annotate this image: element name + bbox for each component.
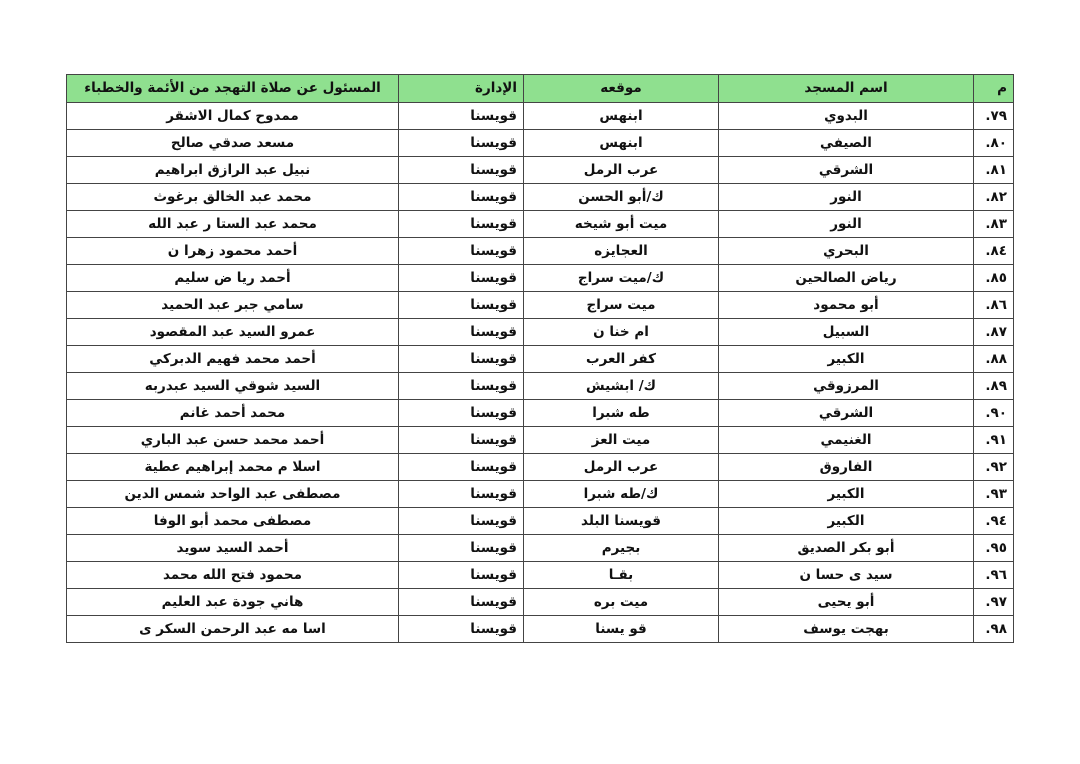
cell-location: ابنهس (524, 130, 719, 157)
table-body (67, 103, 1014, 643)
cell-num: ٩٢. (974, 454, 1014, 481)
cell-location: ك/أبو الحسن (524, 184, 719, 211)
cell-num: ٨٣. (974, 211, 1014, 238)
header-num: م (974, 75, 1014, 103)
cell-admin: قويسنا (399, 616, 524, 643)
cell-location: العجايزه (524, 238, 719, 265)
cell-mosque: المرزوقي (719, 373, 974, 400)
table-row (67, 292, 1014, 319)
table-row (67, 265, 1014, 292)
table-row (67, 238, 1014, 265)
cell-admin: قويسنا (399, 346, 524, 373)
cell-mosque: الشرقي (719, 400, 974, 427)
cell-responsible: أحمد السيد سويد (67, 535, 399, 562)
cell-responsible: محمد أحمد غانم (67, 400, 399, 427)
table-row (67, 454, 1014, 481)
table-row (67, 562, 1014, 589)
cell-responsible: محمد عبد الستا ر عبد الله (67, 211, 399, 238)
cell-responsible: ممدوح كمال الاشقر (67, 103, 399, 130)
cell-location: كفر العرب (524, 346, 719, 373)
table-row (67, 184, 1014, 211)
cell-location: ك/ميت سراج (524, 265, 719, 292)
header-location: موقعه (524, 75, 719, 103)
cell-mosque: البحري (719, 238, 974, 265)
cell-responsible: مصطفى محمد أبو الوفا (67, 508, 399, 535)
cell-mosque: البدوي (719, 103, 974, 130)
cell-responsible: اسلا م محمد إبراهيم عطية (67, 454, 399, 481)
header-mosque: اسم المسجد (719, 75, 974, 103)
cell-admin: قويسنا (399, 292, 524, 319)
cell-admin: قويسنا (399, 103, 524, 130)
cell-responsible: أحمد محمود زهرا ن (67, 238, 399, 265)
document-sheet (66, 74, 1014, 643)
cell-admin: قويسنا (399, 157, 524, 184)
cell-mosque: أبو محمود (719, 292, 974, 319)
cell-num: ٨٢. (974, 184, 1014, 211)
table-row (67, 103, 1014, 130)
cell-admin: قويسنا (399, 319, 524, 346)
cell-responsible: اسا مه عبد الرحمن السكر ى (67, 616, 399, 643)
cell-num: ٩٤. (974, 508, 1014, 535)
cell-num: ٩٨. (974, 616, 1014, 643)
table-row (67, 589, 1014, 616)
cell-num: ٨٦. (974, 292, 1014, 319)
cell-num: ٨٧. (974, 319, 1014, 346)
cell-location: طه شبرا (524, 400, 719, 427)
cell-responsible: عمرو السيد عبد المقصود (67, 319, 399, 346)
cell-mosque: الكبير (719, 481, 974, 508)
cell-responsible: أحمد ريا ض سليم (67, 265, 399, 292)
cell-admin: قويسنا (399, 211, 524, 238)
cell-mosque: السبيل (719, 319, 974, 346)
cell-location: ك/ ابشيش (524, 373, 719, 400)
cell-admin: قويسنا (399, 130, 524, 157)
header-admin: الإدارة (399, 75, 524, 103)
cell-responsible: السيد شوقي السيد عبدربه (67, 373, 399, 400)
cell-location: ابنهس (524, 103, 719, 130)
cell-mosque: بهجت يوسف (719, 616, 974, 643)
cell-responsible: سامي جبر عبد الحميد (67, 292, 399, 319)
table-row (67, 616, 1014, 643)
header-responsible: المسئول عن صلاة التهجد من الأئمة والخطباء (67, 75, 399, 103)
table-row (67, 130, 1014, 157)
table-row (67, 346, 1014, 373)
cell-num: ٩٥. (974, 535, 1014, 562)
cell-mosque: الكبير (719, 508, 974, 535)
cell-responsible: محمود فتح الله محمد (67, 562, 399, 589)
table-row (67, 535, 1014, 562)
cell-num: ٩٧. (974, 589, 1014, 616)
cell-admin: قويسنا (399, 373, 524, 400)
cell-admin: قويسنا (399, 535, 524, 562)
table-row (67, 157, 1014, 184)
cell-responsible: محمد عبد الخالق برغوث (67, 184, 399, 211)
cell-admin: قويسنا (399, 508, 524, 535)
cell-mosque: الكبير (719, 346, 974, 373)
cell-num: ٨٤. (974, 238, 1014, 265)
cell-responsible: مسعد صدقي صالح (67, 130, 399, 157)
cell-admin: قويسنا (399, 265, 524, 292)
table-row (67, 508, 1014, 535)
mosques-table (66, 74, 1014, 643)
cell-admin: قويسنا (399, 184, 524, 211)
cell-num: ٨٥. (974, 265, 1014, 292)
table-header-row (67, 75, 1014, 103)
cell-location: عرب الرمل (524, 157, 719, 184)
cell-mosque: النور (719, 184, 974, 211)
cell-responsible: مصطفى عبد الواحد شمس الدين (67, 481, 399, 508)
table-row (67, 427, 1014, 454)
cell-location: ميت بره (524, 589, 719, 616)
cell-mosque: الفاروق (719, 454, 974, 481)
cell-num: ٩١. (974, 427, 1014, 454)
cell-location: ك/طه شبرا (524, 481, 719, 508)
cell-mosque: أبو يحيى (719, 589, 974, 616)
cell-location: ام خنا ن (524, 319, 719, 346)
cell-admin: قويسنا (399, 481, 524, 508)
table-row (67, 211, 1014, 238)
cell-num: ٩٦. (974, 562, 1014, 589)
cell-mosque: سيد ى حسا ن (719, 562, 974, 589)
table-row (67, 481, 1014, 508)
cell-num: ٨١. (974, 157, 1014, 184)
cell-mosque: أبو بكر الصديق (719, 535, 974, 562)
cell-mosque: الشرقي (719, 157, 974, 184)
cell-location: ميت سراج (524, 292, 719, 319)
table-row (67, 319, 1014, 346)
cell-admin: قويسنا (399, 589, 524, 616)
table-row (67, 373, 1014, 400)
cell-mosque: الصيفي (719, 130, 974, 157)
cell-location: ميت أبو شيخه (524, 211, 719, 238)
cell-location: عرب الرمل (524, 454, 719, 481)
cell-responsible: أحمد محمد حسن عبد الباري (67, 427, 399, 454)
cell-admin: قويسنا (399, 427, 524, 454)
cell-num: ٧٩. (974, 103, 1014, 130)
cell-responsible: أحمد محمد فهيم الدبركي (67, 346, 399, 373)
cell-admin: قويسنا (399, 238, 524, 265)
cell-mosque: رياض الصالحين (719, 265, 974, 292)
cell-admin: قويسنا (399, 562, 524, 589)
table-row (67, 400, 1014, 427)
cell-num: ٨٩. (974, 373, 1014, 400)
cell-location: قويسنا البلد (524, 508, 719, 535)
cell-admin: قويسنا (399, 454, 524, 481)
cell-num: ٩٠. (974, 400, 1014, 427)
cell-location: بقـا (524, 562, 719, 589)
cell-location: قو يسنا (524, 616, 719, 643)
cell-responsible: نبيل عبد الرازق ابراهيم (67, 157, 399, 184)
cell-num: ٨٠. (974, 130, 1014, 157)
cell-mosque: النور (719, 211, 974, 238)
cell-num: ٩٣. (974, 481, 1014, 508)
cell-num: ٨٨. (974, 346, 1014, 373)
cell-location: ميت العز (524, 427, 719, 454)
cell-location: بجيرم (524, 535, 719, 562)
cell-admin: قويسنا (399, 400, 524, 427)
cell-mosque: الغنيمي (719, 427, 974, 454)
cell-responsible: هاني جودة عبد العليم (67, 589, 399, 616)
